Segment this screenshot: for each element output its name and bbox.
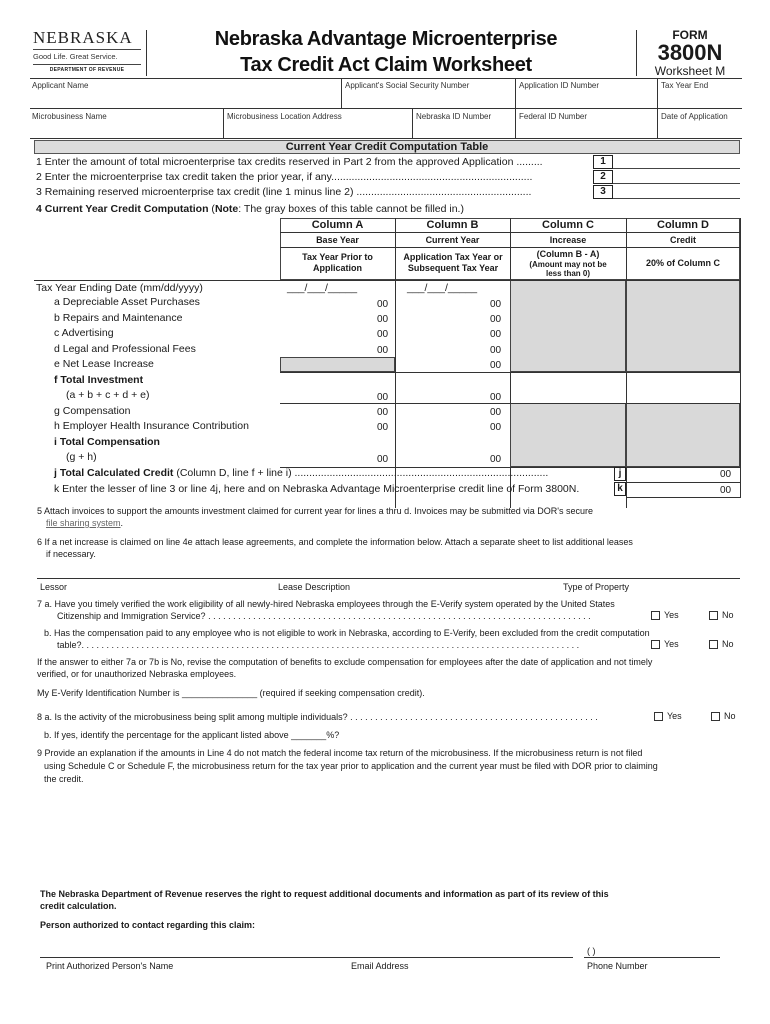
row-i-formula: (g + h) <box>66 451 97 463</box>
gray-d-block-bottom <box>626 403 740 467</box>
column-a-header: Column A <box>311 219 364 231</box>
file-sharing-link[interactable]: file sharing system <box>46 518 121 528</box>
logo-tagline: Good Life. Great Service. <box>33 52 118 61</box>
note-5-line2: file sharing system. <box>46 518 124 528</box>
nebraska-logo <box>33 28 141 78</box>
application-id-field[interactable]: Application ID Number <box>519 81 600 90</box>
question-7a-line1: 7 a. Have you timely verified the work eligibility of all newly-hired Nebraska employees through the E-Verify system operated by the United States <box>37 599 615 609</box>
person-authorized-label: Person authorized to contact regarding this claim: <box>40 920 256 930</box>
q8a-no-checkbox[interactable]: No <box>711 711 736 721</box>
row-j-label: j Total Calculated Credit (Column D, line f + line i) ....................................................................................... <box>54 467 549 479</box>
column-b-date-field[interactable]: ___/___/_____ <box>407 282 478 294</box>
row-h-label: h Employer Health Insurance Contribution <box>54 420 249 432</box>
col-b-row-h-value[interactable]: 00 <box>490 422 502 433</box>
microbusiness-location-field[interactable]: Microbusiness Location Address <box>227 112 342 121</box>
phone-area-code[interactable]: ( ) <box>587 946 596 956</box>
col-a-row-g-value[interactable]: 00 <box>377 407 389 418</box>
federal-id-field[interactable]: Federal ID Number <box>519 112 588 121</box>
row-k-number: k <box>614 482 626 496</box>
col-b-row-d-value[interactable]: 00 <box>490 345 502 356</box>
col-a-row-h-value[interactable]: 00 <box>377 422 389 433</box>
row-f-formula: (a + b + c + d + e) <box>66 389 150 401</box>
column-a-date-field[interactable]: ___/___/_____ <box>287 282 358 294</box>
row-i-label: i Total Compensation <box>54 436 160 448</box>
everify-id-field[interactable]: My E-Verify Identification Number is _______________ (required if seeking compensation credit). <box>37 688 425 698</box>
logo-wordmark: NEBRASKA <box>33 28 133 47</box>
reserve-statement-line2: credit calculation. <box>40 901 117 911</box>
column-a-description: Tax Year Prior to Application <box>302 252 373 273</box>
col-b-row-c-value[interactable]: 00 <box>490 329 502 340</box>
tax-year-ending-label: Tax Year Ending Date (mm/dd/yyyy) <box>36 282 203 294</box>
gray-c-block <box>510 280 626 372</box>
column-b-header: Column B <box>426 219 479 231</box>
column-c-description-2: (Amount may not be less than 0) <box>529 260 607 278</box>
note-5-line1: 5 Attach invoices to support the amounts investment claimed for current year for lines a thru d. Invoices may be submitted via DOR's secure <box>37 506 593 516</box>
phone-number-field[interactable]: Phone Number <box>587 961 648 971</box>
row-a-label: a Depreciable Asset Purchases <box>54 296 200 308</box>
col-a-row-a-value[interactable]: 00 <box>377 299 389 310</box>
line-2-input[interactable] <box>613 170 740 184</box>
line-1-number: 1 <box>593 155 613 169</box>
line-4-label: 4 Current Year Credit Computation (Note: The gray boxes of this table cannot be filled in.) <box>36 203 464 215</box>
question-7b-line1: b. Has the compensation paid to any employee who is not eligible to work in Nebraska, according to E-Verify, been excluded from the credit computation <box>44 628 650 638</box>
column-b-subheader: Current Year <box>425 235 480 245</box>
question-7b-line2: table?. . . . . . . . . . . . . . . . . . . . . . . . . . . . . . . . . . . . . . . . . . . . . . . . . . . . . . . . . . . . . . . . . . . . . . . . . . . . . . . . . . . . . . . . . . . . . . . . . . . . <box>57 640 580 650</box>
form-id-block <box>640 28 740 78</box>
col-a-row-f-value[interactable]: 00 <box>377 392 389 403</box>
table-title: Current Year Credit Computation Table <box>285 141 489 153</box>
row-d-label: d Legal and Professional Fees <box>54 343 196 355</box>
row-j-number: j <box>614 467 626 481</box>
print-name-field[interactable]: Print Authorized Person's Name <box>46 961 174 971</box>
type-of-property-label[interactable]: Type of Property <box>563 582 630 592</box>
q8a-yes-checkbox[interactable]: Yes <box>654 711 682 721</box>
line-3-number: 3 <box>593 185 613 199</box>
row-e-label: e Net Lease Increase <box>54 358 154 370</box>
question-8a: 8 a. Is the activity of the microbusiness being split among multiple individuals? . . . . . . . . . . . . . . . . . . . . . . . . . . . . . . . . . . . . . . . . . . . . . . . . . . <box>37 712 598 722</box>
row-f-label: f Total Investment <box>54 374 144 386</box>
note-6-line1: 6 If a net increase is claimed on line 4e attach lease agreements, and complete the information below. Attach a separate sheet to list additional leases <box>37 537 633 547</box>
gray-line-e-a <box>280 357 395 372</box>
page-title-line1: Nebraska Advantage Microenterprise <box>214 28 558 50</box>
col-b-row-a-value[interactable]: 00 <box>490 299 502 310</box>
email-field[interactable]: Email Address <box>351 961 409 971</box>
line-3-input[interactable] <box>613 185 740 199</box>
table-title-bar <box>34 140 740 154</box>
logo-department: DEPARTMENT OF REVENUE <box>49 67 125 73</box>
line-2-number: 2 <box>593 170 613 184</box>
question-9-line3: the credit. <box>44 774 84 784</box>
question-9-line2: using Schedule C or Schedule F, the microbusiness return for the tax year prior to application and the current year must be filed with DOR prior to claiming <box>44 761 658 771</box>
column-c-header: Column C <box>542 219 594 231</box>
note-6-line2: if necessary. <box>46 549 96 559</box>
col-b-row-i-value[interactable]: 00 <box>490 454 502 465</box>
question-7a-line2: Citizenship and Immigration Service? . . . . . . . . . . . . . . . . . . . . . . . . . . . . . . . . . . . . . . . . . . . . . . . . . . . . . . . . . . . . . . . . . . . . . . . . . . . . . <box>57 611 591 621</box>
q7a-no-checkbox[interactable]: No <box>709 610 734 620</box>
row-k-value[interactable]: 00 <box>720 485 732 496</box>
row-k-label: k Enter the lesser of line 3 or line 4j, here and on Nebraska Advantage Microenterprise credit line of Form 3800N. <box>54 483 580 495</box>
date-of-application-field[interactable]: Date of Application <box>661 112 728 121</box>
question-8b[interactable]: b. If yes, identify the percentage for the applicant listed above _______%? <box>44 730 340 740</box>
column-b-description: Application Tax Year or Subsequent Tax Year <box>403 252 503 273</box>
gray-c-block-bottom <box>510 403 626 467</box>
lease-description-label[interactable]: Lease Description <box>278 582 351 592</box>
page-title-line2: Tax Credit Act Claim Worksheet <box>240 54 532 76</box>
col-a-row-d-value[interactable]: 00 <box>377 345 389 356</box>
column-c-description-1: (Column B - A) <box>536 249 600 259</box>
q7b-yes-checkbox[interactable]: Yes <box>651 639 679 649</box>
if-no-line1: If the answer to either 7a or 7b is No, revise the computation of benefits to exclude compensation for employees after the date of application and not timely <box>37 657 653 667</box>
gray-d-block-top <box>626 280 740 372</box>
microbusiness-name-field[interactable]: Microbusiness Name <box>32 112 107 121</box>
line-1-label: 1 Enter the amount of total microenterprise tax credits reserved in Part 2 from the approved Application ......... <box>36 156 543 168</box>
q7a-yes-checkbox[interactable]: Yes <box>651 610 679 620</box>
line-3-label: 3 Remaining reserved microenterprise tax credit (line 1 minus line 2) ............................................................ <box>36 186 532 198</box>
nebraska-id-field[interactable]: Nebraska ID Number <box>416 112 492 121</box>
col-a-row-b-value[interactable]: 00 <box>377 314 389 325</box>
col-b-row-b-value[interactable]: 00 <box>490 314 502 325</box>
row-c-label: c Advertising <box>54 327 114 339</box>
applicant-name-field[interactable]: Applicant Name <box>32 81 89 90</box>
column-d-header: Column D <box>657 219 709 231</box>
question-9-line1: 9 Provide an explanation if the amounts in Line 4 do not match the federal income tax return of the microbusiness. If the microbusiness return is not filed <box>37 748 643 758</box>
column-d-subheader: Credit <box>669 235 696 245</box>
col-a-row-i-value[interactable]: 00 <box>377 454 389 465</box>
col-b-row-f-value[interactable]: 00 <box>490 392 502 403</box>
col-a-row-c-value[interactable]: 00 <box>377 329 389 340</box>
col-b-row-g-value[interactable]: 00 <box>490 407 502 418</box>
col-b-row-e-value[interactable]: 00 <box>490 360 502 371</box>
column-a-subheader: Base Year <box>316 235 359 245</box>
reserve-statement-line1: The Nebraska Department of Revenue reserves the right to request additional documents and information as part of its review of this <box>40 889 609 899</box>
row-j-value[interactable]: 00 <box>720 469 732 480</box>
form-label: FORM <box>672 28 708 42</box>
tax-year-end-field[interactable]: Tax Year End <box>661 81 709 90</box>
if-no-line2: verified, or for unauthorized Nebraska employees. <box>37 669 237 679</box>
row-g-label: g Compensation <box>54 405 131 417</box>
q7b-no-checkbox[interactable]: No <box>709 639 734 649</box>
form-number: 3800N <box>657 40 723 65</box>
form-subtitle: Worksheet M <box>654 64 726 78</box>
row-b-label: b Repairs and Maintenance <box>54 312 183 324</box>
lessor-label[interactable]: Lessor <box>40 582 68 592</box>
line-1-input[interactable] <box>613 155 740 169</box>
column-c-subheader: Increase <box>549 235 587 245</box>
line-2-label: 2 Enter the microenterprise tax credit taken the prior year, if any..................................................................... <box>36 171 533 183</box>
column-d-description: 20% of Column C <box>645 258 720 268</box>
ssn-field[interactable]: Applicant's Social Security Number <box>345 81 470 90</box>
